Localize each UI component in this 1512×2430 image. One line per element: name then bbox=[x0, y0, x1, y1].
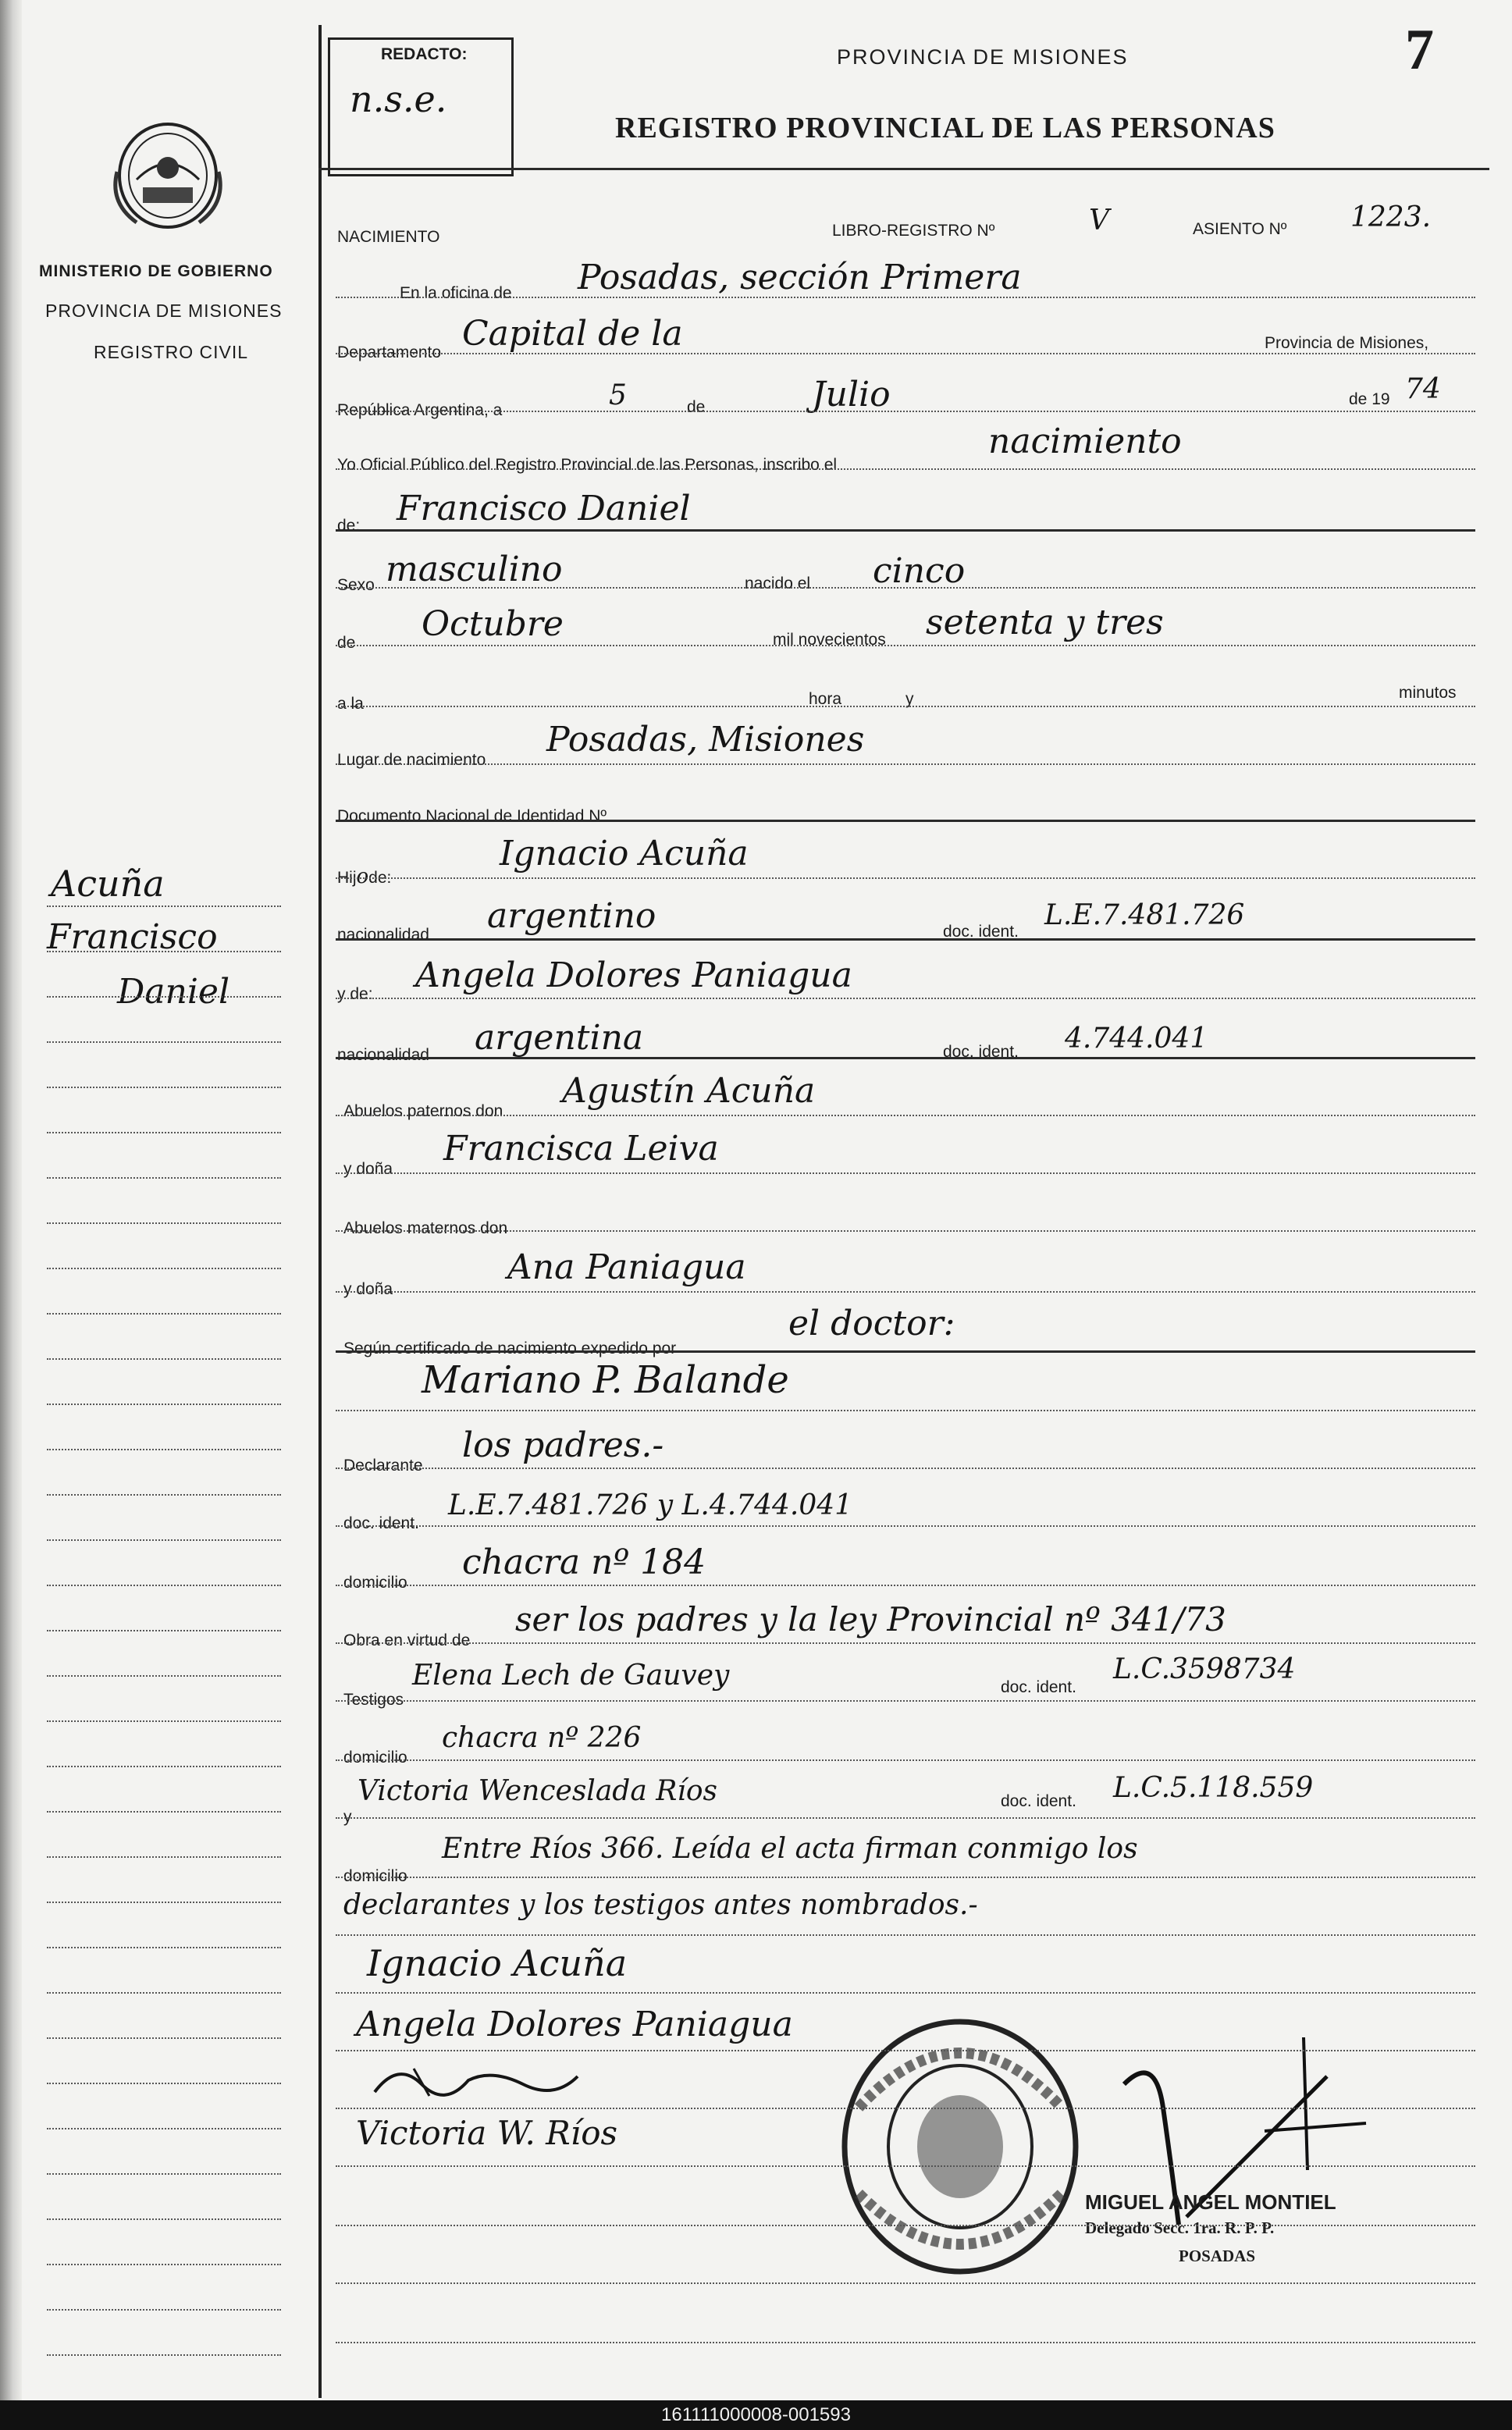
departamento-label: Departamento bbox=[337, 343, 442, 361]
testigo2-doc: L.C.5.118.559 bbox=[1113, 1772, 1314, 1804]
margin-middle-name: Daniel bbox=[117, 972, 230, 1012]
form-field-line bbox=[336, 706, 1475, 707]
record-type: NACIMIENTO bbox=[337, 228, 440, 246]
y-dona-label: y doña bbox=[343, 1160, 393, 1178]
certificado-value: el doctor: bbox=[788, 1304, 955, 1343]
nacionalidad-label: nacionalidad bbox=[337, 926, 429, 944]
sidebar-line bbox=[47, 1811, 281, 1813]
testigos-label: Testigos bbox=[343, 1691, 404, 1709]
abuelo-paterno: Agustín Acuña bbox=[562, 1071, 816, 1111]
ministry-label: MINISTERIO DE GOBIERNO bbox=[39, 262, 273, 280]
redacto-value: n.s.e. bbox=[350, 78, 447, 120]
abuelos-pat-label: Abuelos paternos don bbox=[343, 1102, 503, 1120]
sidebar-line bbox=[47, 1992, 281, 1994]
form-field-line bbox=[336, 1057, 1475, 1059]
sidebar-line bbox=[47, 1720, 281, 1722]
form-field-line bbox=[336, 1230, 1475, 1232]
form-field-line bbox=[336, 1525, 1475, 1527]
sidebar-line bbox=[47, 2128, 281, 2129]
sexo-value: masculino bbox=[386, 550, 563, 589]
form-field-line bbox=[336, 1700, 1475, 1702]
sidebar-line bbox=[47, 1494, 281, 1496]
libro-value: V bbox=[1089, 205, 1109, 237]
hora-label: hora bbox=[809, 690, 842, 708]
certificado-label: Según certificado de nacimiento expedido por bbox=[343, 1340, 677, 1357]
domicilio-label: domicilio bbox=[343, 1574, 407, 1592]
form-field-line bbox=[336, 2165, 1475, 2167]
abuela-materna: Ana Paniagua bbox=[507, 1247, 746, 1287]
mother-nationality: argentina bbox=[475, 1018, 644, 1058]
nacido-month: Octubre bbox=[422, 604, 564, 644]
testigo1-name: Elena Lech de Gauvey bbox=[412, 1660, 730, 1692]
domicilio2-label: domicilio bbox=[343, 1749, 407, 1766]
form-field-line bbox=[336, 645, 1475, 646]
margin-surname: Acuña bbox=[51, 863, 165, 905]
sidebar-line bbox=[47, 1449, 281, 1450]
father-doc: L.E.7.481.726 bbox=[1044, 899, 1245, 931]
a-la-label: a la bbox=[337, 695, 364, 713]
nacionalidad2-label: nacionalidad bbox=[337, 1046, 429, 1064]
year-value: 74 bbox=[1405, 373, 1441, 405]
nacido-day: cinco bbox=[873, 551, 966, 591]
form-field-line bbox=[336, 938, 1475, 941]
oficial-label: Yo Oficial Público del Registro Provincial de las Personas, inscribo el bbox=[337, 456, 838, 474]
doc-ident4-label: doc. ident. bbox=[1001, 1678, 1076, 1696]
declarante-doc: L.E.7.481.726 y L.4.744.041 bbox=[448, 1489, 853, 1521]
declarante-value: los padres.- bbox=[462, 1425, 664, 1465]
form-field-line bbox=[336, 411, 1475, 412]
testigo2-name: Victoria Wenceslada Ríos bbox=[358, 1775, 718, 1807]
acto-value: nacimiento bbox=[988, 422, 1182, 461]
header-divider bbox=[318, 168, 1489, 170]
declarante-label: Declarante bbox=[343, 1457, 423, 1475]
official-city: POSADAS bbox=[1179, 2247, 1256, 2265]
province-seal-icon bbox=[105, 117, 230, 234]
lugar-label: Lugar de nacimiento bbox=[337, 751, 486, 769]
form-field-line bbox=[336, 2342, 1475, 2343]
provincia-label: Provincia de Misiones, bbox=[1265, 334, 1429, 352]
de3-label: de: bbox=[368, 869, 392, 887]
sidebar-line bbox=[47, 1132, 281, 1133]
form-field-line bbox=[336, 587, 1475, 589]
y-label: y bbox=[905, 690, 914, 708]
signature-mother: Angela Dolores Paniagua bbox=[356, 2005, 793, 2044]
sidebar-line bbox=[47, 1358, 281, 1360]
form-field-line bbox=[336, 1642, 1475, 1644]
asiento-label: ASIENTO Nº bbox=[1193, 220, 1287, 238]
form-field-line bbox=[336, 1585, 1475, 1586]
sidebar-line bbox=[47, 1675, 281, 1677]
sidebar-line bbox=[47, 1268, 281, 1269]
form-field-line bbox=[336, 1115, 1475, 1116]
republica-label: República Argentina, a bbox=[337, 401, 503, 419]
form-field-line bbox=[336, 468, 1475, 470]
mil-label: mil novecientos bbox=[773, 631, 886, 649]
form-field-line bbox=[336, 2282, 1475, 2284]
lugar-value: Posadas, Misiones bbox=[546, 720, 865, 760]
sidebar-line bbox=[47, 2218, 281, 2220]
document-id-footer bbox=[0, 2400, 1512, 2430]
header-province: PROVINCIA DE MISIONES bbox=[837, 45, 1129, 69]
father-nationality: argentino bbox=[487, 896, 656, 936]
testigo1-doc: L.C.3598734 bbox=[1113, 1653, 1296, 1685]
y-de-label: y de: bbox=[337, 985, 373, 1003]
form-field-line bbox=[336, 1759, 1475, 1761]
form-field-line bbox=[336, 1817, 1475, 1819]
de-label: de bbox=[687, 398, 706, 416]
page-number: 7 bbox=[1405, 18, 1434, 82]
de2-label: de bbox=[337, 634, 356, 652]
doc-ident3-label: doc. ident. bbox=[343, 1514, 419, 1532]
form-field-line bbox=[336, 1172, 1475, 1174]
obra-label: Obra en virtud de bbox=[343, 1631, 471, 1649]
sidebar-line bbox=[47, 2309, 281, 2311]
father-name: Ignacio Acuña bbox=[500, 834, 749, 873]
sidebar-line bbox=[47, 2264, 281, 2265]
mother-name: Angela Dolores Paniagua bbox=[415, 955, 852, 995]
nacido-label: nacido el bbox=[745, 575, 811, 592]
form-field-line bbox=[336, 820, 1475, 822]
sidebar-line bbox=[47, 951, 281, 952]
document-id: 161111000008-001593 bbox=[661, 2404, 851, 2425]
libro-label: LIBRO-REGISTRO Nº bbox=[832, 222, 995, 240]
hijo-label bbox=[337, 865, 391, 888]
de-name-label: de: bbox=[337, 517, 361, 535]
sidebar-province-label: PROVINCIA DE MISIONES bbox=[45, 301, 283, 321]
sidebar-line bbox=[47, 1313, 281, 1315]
redacto-label: REDACTO: bbox=[381, 45, 468, 63]
domicilio-value: chacra nº 184 bbox=[462, 1542, 706, 1582]
form-field-line bbox=[336, 1350, 1475, 1353]
sidebar-line bbox=[47, 1404, 281, 1405]
form-field-line bbox=[336, 1934, 1475, 1936]
year-label: de 19 bbox=[1349, 390, 1390, 408]
sidebar-line bbox=[47, 1902, 281, 1903]
oficina-label: En la oficina de bbox=[400, 284, 512, 302]
signature-father: Ignacio Acuña bbox=[367, 1942, 628, 1984]
form-field-line bbox=[336, 998, 1475, 999]
nacido-year: setenta y tres bbox=[926, 603, 1164, 642]
page-title: REGISTRO PROVINCIAL DE LAS PERSONAS bbox=[615, 112, 1275, 144]
signature-witness1 bbox=[367, 2053, 585, 2108]
form-field-line bbox=[336, 1992, 1475, 1994]
form-field-line bbox=[336, 1877, 1475, 1878]
abuelos-mat-label: Abuelos maternos don bbox=[343, 1219, 508, 1237]
sidebar-line bbox=[47, 996, 281, 998]
sidebar-line bbox=[47, 1539, 281, 1541]
sexo-label: Sexo bbox=[337, 576, 375, 594]
obra-value: ser los padres y la ley Provincial nº 341/73 bbox=[515, 1600, 1226, 1638]
sidebar-line bbox=[47, 2354, 281, 2356]
doc-ident5-label: doc. ident. bbox=[1001, 1792, 1076, 1810]
margin-first-name: Francisco bbox=[47, 917, 218, 957]
form-field-line bbox=[336, 1291, 1475, 1293]
minutos-label: minutos bbox=[1399, 684, 1457, 702]
form-field-line bbox=[336, 1410, 1475, 1411]
sidebar-line bbox=[47, 1041, 281, 1043]
sidebar-line bbox=[47, 1087, 281, 1088]
doctor-name: Mariano P. Balande bbox=[422, 1358, 789, 1402]
abuela-paterna: Francisca Leiva bbox=[443, 1129, 719, 1169]
y-dona2-label: y doña bbox=[343, 1280, 393, 1298]
signature-witness2: Victoria W. Ríos bbox=[356, 2114, 618, 2152]
sidebar-line bbox=[47, 2037, 281, 2039]
sidebar-line bbox=[47, 1585, 281, 1586]
form-field-line bbox=[336, 2225, 1475, 2226]
form-field-line bbox=[336, 877, 1475, 879]
testigo1-domicilio: chacra nº 226 bbox=[442, 1722, 642, 1754]
sidebar-line bbox=[47, 1222, 281, 1224]
dni-label: Documento Nacional de Identidad Nº bbox=[337, 807, 607, 825]
registered-name: Francisco Daniel bbox=[397, 489, 691, 528]
form-field-line bbox=[336, 2050, 1475, 2051]
binding-edge bbox=[0, 0, 22, 2400]
hijo-label-text: Hij bbox=[337, 869, 357, 887]
closing-line1: Entre Ríos 366. Leída el acta firman conmigo los bbox=[442, 1833, 1138, 1865]
form-field-line bbox=[336, 297, 1475, 298]
form-field-line bbox=[336, 2108, 1475, 2109]
sidebar-line bbox=[47, 905, 281, 907]
sidebar-line bbox=[47, 1856, 281, 1858]
form-field-line bbox=[336, 529, 1475, 532]
closing-line2: declarantes y los testigos antes nombrados.- bbox=[343, 1889, 978, 1921]
day-value: 5 bbox=[609, 379, 627, 411]
hijo-suffix: o bbox=[356, 865, 369, 888]
month-value: Julio bbox=[812, 375, 891, 414]
domicilio3-label: domicilio bbox=[343, 1867, 407, 1885]
registry-stamp-icon bbox=[835, 2014, 1085, 2279]
sidebar-line bbox=[47, 2173, 281, 2175]
mother-doc: 4.744.041 bbox=[1065, 1023, 1208, 1055]
sidebar-line bbox=[47, 1630, 281, 1631]
form-field-line bbox=[336, 763, 1475, 765]
official-name: MIGUEL ANGEL MONTIEL bbox=[1085, 2190, 1336, 2214]
sidebar-line bbox=[47, 1177, 281, 1179]
asiento-value: 1223. bbox=[1350, 201, 1432, 233]
official-role: Delegado Secc. 1ra. R. P. P. bbox=[1085, 2218, 1275, 2237]
sidebar-line bbox=[47, 1947, 281, 1948]
form-field-line bbox=[336, 1468, 1475, 1469]
y2-label: y bbox=[343, 1808, 352, 1826]
form-field-line bbox=[336, 353, 1475, 354]
registry-label: REGISTRO CIVIL bbox=[94, 342, 249, 362]
departamento-value: Capital de la bbox=[462, 314, 683, 354]
sidebar-line bbox=[47, 1766, 281, 1767]
oficina-value: Posadas, sección Primera bbox=[578, 258, 1022, 297]
sidebar-line bbox=[47, 2083, 281, 2084]
doc-ident2-label: doc. ident. bbox=[943, 1043, 1019, 1061]
doc-ident-label: doc. ident. bbox=[943, 923, 1019, 941]
